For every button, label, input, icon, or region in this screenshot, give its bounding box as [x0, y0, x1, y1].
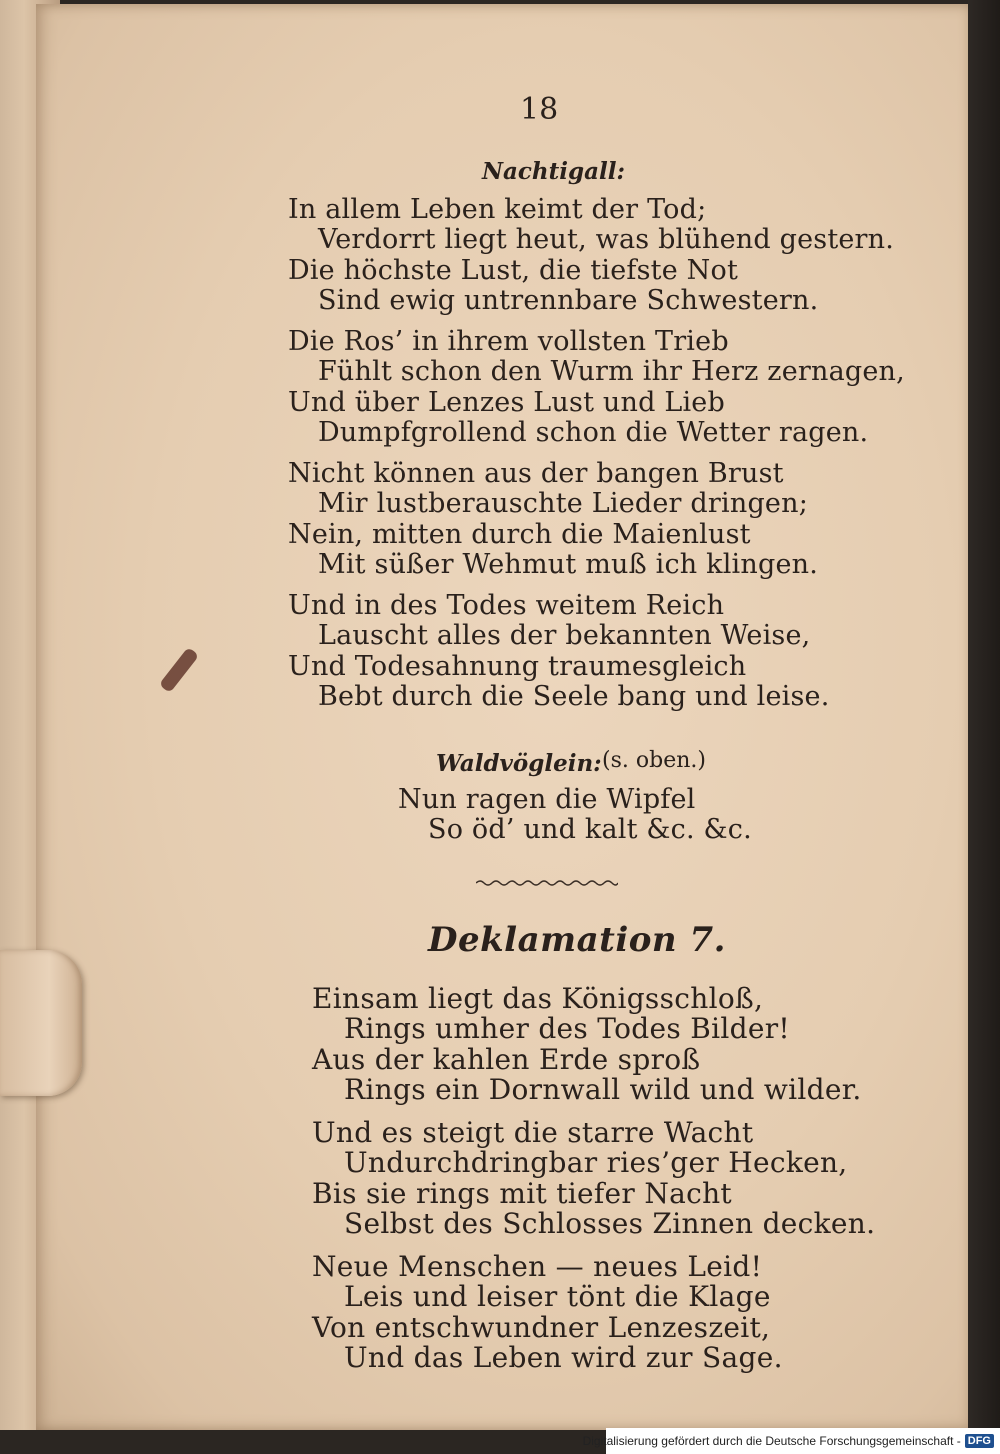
speaker-nachtigall: Nachtigall: — [482, 158, 625, 185]
section-title: Deklamation 7. — [428, 920, 726, 960]
dfg-logo: DFG — [965, 1434, 994, 1448]
verse-line: Und das Leben wird zur Sage. — [344, 1341, 783, 1374]
verse-line: Fühlt schon den Wurm ihr Herz zernagen, — [318, 356, 905, 387]
speaker-note: (s. oben.) — [602, 748, 706, 773]
verse-line: Nun ragen die Wipfel — [398, 784, 696, 815]
verse-line: Nein, mitten durch die Maienlust — [288, 519, 751, 550]
verse-line: Bis sie rings mit tiefer Nacht — [312, 1177, 732, 1210]
page-number: 18 — [520, 92, 559, 127]
verse-line: Und über Lenzes Lust und Lieb — [288, 387, 725, 418]
verse-line: Undurchdringbar ries’ger Hecken, — [344, 1146, 848, 1179]
ornament-divider — [476, 878, 618, 888]
verse-line: Einsam liegt das Königsschloß, — [312, 982, 764, 1015]
verse-line: So öd’ und kalt &c. &c. — [428, 814, 752, 845]
verse-line: Aus der kahlen Erde sproß — [312, 1043, 701, 1076]
verse-line: Rings ein Dornwall wild und wilder. — [344, 1073, 862, 1106]
footer-text: Digitalisierung gefördert durch die Deutsche Forschungsgemeinschaft - — [582, 1434, 961, 1448]
verse-line: Die Ros’ in ihrem vollsten Trieb — [288, 326, 729, 357]
verse-line: Und es steigt die starre Wacht — [312, 1116, 754, 1149]
verse-line: In allem Leben keimt der Tod; — [288, 194, 707, 225]
verse-line: Selbst des Schlosses Zinnen decken. — [344, 1207, 876, 1240]
book-right-edge — [968, 0, 1000, 1440]
verse-line: Mit süßer Wehmut muß ich klingen. — [318, 549, 818, 580]
verse-line: Von entschwundner Lenzeszeit, — [312, 1311, 771, 1344]
verse-line: Und in des Todes weitem Reich — [288, 590, 725, 621]
verse-line: Rings umher des Todes Bilder! — [344, 1012, 790, 1045]
speaker-waldvoeglein: Waldvöglein: — [436, 750, 602, 777]
verse-line: Bebt durch die Seele bang und leise. — [318, 681, 830, 712]
verse-line: Nicht können aus der bangen Brust — [288, 458, 784, 489]
verse-line: Verdorrt liegt heut, was blühend gestern. — [318, 224, 895, 255]
digitization-footer — [582, 1428, 1000, 1454]
verse-line: Mir lustberauschte Lieder dringen; — [318, 488, 808, 519]
verse-line: Die höchste Lust, die tiefste Not — [288, 255, 738, 286]
verse-line: Lauscht alles der bekannten Weise, — [318, 620, 811, 651]
bookmark-tab — [0, 950, 82, 1096]
verse-line: Sind ewig untrennbare Schwestern. — [318, 285, 819, 316]
verse-line: Dumpfgrollend schon die Wetter ragen. — [318, 417, 869, 448]
verse-line: Leis und leiser tönt die Klage — [344, 1280, 771, 1313]
verse-line: Und Todesahnung traumesgleich — [288, 651, 747, 682]
verse-line: Neue Menschen — neues Leid! — [312, 1250, 763, 1283]
